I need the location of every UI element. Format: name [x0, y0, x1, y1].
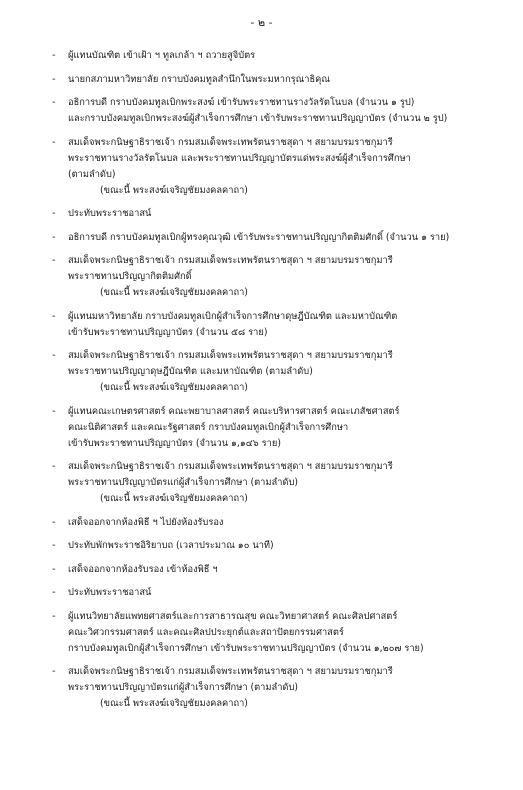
agenda-item [52, 459, 518, 507]
bullet-dash: - [52, 255, 56, 266]
agenda-item-note: (ขณะนี้ พระสงฆ์เจริญชัยมงคลคาถา) [100, 493, 248, 504]
agenda-item-note: (ขณะนี้ พระสงฆ์เจริญชัยมงคลคาถา) [100, 184, 248, 196]
bullet-dash: - [52, 405, 56, 417]
page-number: - ๒ - [250, 16, 273, 29]
agenda-item [52, 309, 518, 341]
agenda-item [52, 562, 518, 578]
agenda-item-line: อธิการบดี กราบบังคมทูลเบิกผู้ทรงคุณวุฒิ เข้ารับพระราชทานปริญญากิตติมศักดิ์ (จำนวน ๑ ราย) [68, 231, 450, 243]
agenda-item [52, 664, 518, 712]
agenda-item-line: สมเด็จพระกนิษฐาธิราชเจ้า กรมสมเด็จพระเทพรัตนราชสุดา ฯ สยามบรมราชกุมารี [68, 666, 393, 677]
agenda-item [52, 135, 518, 199]
agenda-item [52, 206, 518, 222]
agenda-item-line: ประทับพระราชอาสน์ [68, 208, 152, 219]
agenda-item-line: กราบบังคมทูลเบิกผู้สำเร็จการศึกษา เข้ารับพระราชทานปริญญาบัตร (จำนวน ๑,๒๐๗ ราย) [68, 642, 424, 654]
agenda-item [52, 609, 518, 657]
bullet-dash: - [52, 461, 56, 472]
bullet-dash: - [52, 610, 56, 622]
agenda-item [52, 95, 518, 127]
agenda-item [52, 538, 518, 554]
bullet-dash: - [52, 587, 56, 598]
agenda-item-line: คณะวิศวกรรมศาสตร์ และคณะศิลปประยุกต์และสถาปัตยกรรมศาสตร์ [68, 626, 344, 638]
bullet-dash: - [52, 136, 56, 148]
agenda-list [52, 48, 518, 720]
agenda-item-line: ผู้แทนคณะเกษตรศาสตร์ คณะพยาบาลศาสตร์ คณะบริหารศาสตร์ คณะเภสัชศาสตร์ [68, 405, 400, 417]
bullet-dash: - [52, 50, 56, 61]
agenda-item-note: (ขณะนี้ พระสงฆ์เจริญชัยมงคลคาถา) [100, 287, 248, 298]
agenda-item-line: พระราชทานปริญญากิตติมศักดิ์ [68, 271, 192, 282]
bullet-dash: - [52, 73, 56, 85]
agenda-item [52, 404, 518, 452]
agenda-item-line: และกราบบังคมทูลเบิกพระสงฆ์ผู้สำเร็จการศึกษา เข้ารับพระราชทานปริญญาบัตร (จำนวน ๒ รูป) [68, 113, 448, 124]
agenda-item-line: พระราชทานปริญญาบัตรแก่ผู้สำเร็จการศึกษา (ตามลำดับ) [68, 682, 298, 693]
agenda-item-note: (ขณะนี้ พระสงฆ์เจริญชัยมงคลคาถา) [100, 382, 248, 393]
agenda-item-line: สมเด็จพระกนิษฐาธิราชเจ้า กรมสมเด็จพระเทพรัตนราชสุดา ฯ สยามบรมราชกุมารี [68, 136, 393, 148]
agenda-item-line: พระราชทานปริญญาดุษฎีบัณฑิต และมหาบัณฑิต (ตามลำดับ) [68, 366, 313, 377]
agenda-item-line: ประทับพักพระราชอิริยาบถ (เวลาประมาณ ๑๐ นาที) [68, 540, 274, 551]
bullet-dash: - [52, 540, 56, 551]
agenda-item-line: ผู้แทนวิทยาลัยแพทยศาสตร์และการสาธารณสุข คณะวิทยาศาสตร์ คณะศิลปศาสตร์ [68, 610, 398, 622]
agenda-item [52, 515, 518, 531]
agenda-item-line: สมเด็จพระกนิษฐาธิราชเจ้า กรมสมเด็จพระเทพรัตนราชสุดา ฯ สยามบรมราชกุมารี [68, 461, 393, 472]
agenda-item-line: เสด็จออกจากห้องรับรอง เข้าห้องพิธี ฯ [68, 563, 218, 575]
agenda-item-line: พระราชทานปริญญาบัตรแก่ผู้สำเร็จการศึกษา (ตามลำดับ) [68, 477, 298, 488]
agenda-item-line: เข้ารับพระราชทานปริญญาบัตร (จำนวน ๑,๑๔๖ ราย) [68, 437, 281, 449]
bullet-dash: - [52, 563, 56, 575]
bullet-dash: - [52, 310, 56, 322]
bullet-dash: - [52, 350, 56, 361]
agenda-item-line: เสด็จออกจากห้องพิธี ฯ ไปยังห้องรับรอง [68, 516, 224, 528]
agenda-item-line: เข้ารับพระราชทานปริญญาบัตร (จำนวน ๕๘ ราย) [68, 326, 268, 338]
bullet-dash: - [52, 97, 56, 108]
bullet-dash: - [52, 666, 56, 677]
agenda-item [52, 585, 518, 601]
agenda-item-line: พระราชทานรางวัลรัตโนบล และพระราชทานปริญญาบัตรแด่พระสงฆ์ผู้สำเร็จการศึกษา [68, 152, 411, 164]
agenda-item [52, 230, 518, 246]
agenda-item-line: นายกสภามหาวิทยาลัย กราบบังคมทูลสำนึกในพระมหากรุณาธิคุณ [68, 73, 330, 85]
agenda-item [52, 253, 518, 301]
bullet-dash: - [52, 516, 56, 528]
agenda-item [52, 48, 518, 64]
bullet-dash: - [52, 208, 56, 219]
bullet-dash: - [52, 231, 56, 243]
agenda-item-line: (ตามลำดับ) [68, 168, 116, 180]
agenda-item-note: (ขณะนี้ พระสงฆ์เจริญชัยมงคลคาถา) [100, 698, 248, 709]
agenda-item-line: สมเด็จพระกนิษฐาธิราชเจ้า กรมสมเด็จพระเทพรัตนราชสุดา ฯ สยามบรมราชกุมารี [68, 350, 393, 361]
agenda-item-line: ประทับพระราชอาสน์ [68, 587, 152, 598]
agenda-item-line: สมเด็จพระกนิษฐาธิราชเจ้า กรมสมเด็จพระเทพรัตนราชสุดา ฯ สยามบรมราชกุมารี [68, 255, 393, 266]
agenda-item [52, 348, 518, 396]
agenda-item-line: อธิการบดี กราบบังคมทูลเบิกพระสงฆ์ เข้ารับพระราชทานรางวัลรัตโนบล (จำนวน ๑ รูป) [68, 97, 415, 108]
agenda-item-line: คณะนิติศาสตร์ และคณะรัฐศาสตร์ กราบบังคมทูลเบิกผู้สำเร็จการศึกษา [68, 421, 349, 433]
agenda-item-line: ผู้แทนมหาวิทยาลัย กราบบังคมทูลเบิกผู้สำเร็จการศึกษาดุษฎีบัณฑิต และมหาบัณฑิต [68, 310, 398, 322]
agenda-item-line: ผู้แทนบัณฑิต เข้าเฝ้า ฯ ทูลเกล้า ฯ ถวายสูจิบัตร [68, 50, 256, 61]
agenda-item [52, 72, 518, 88]
